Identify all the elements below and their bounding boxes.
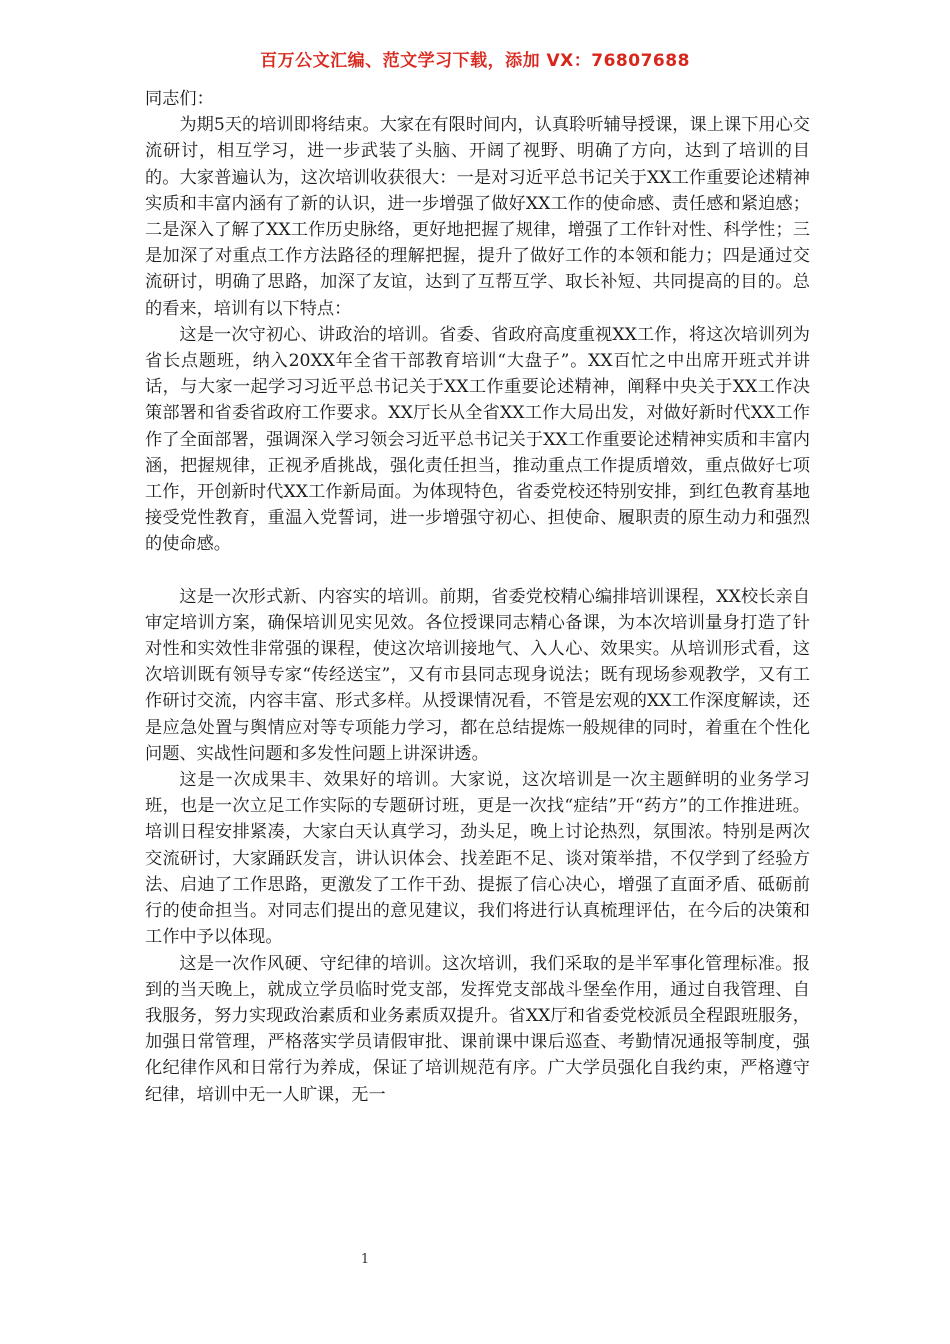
header-banner: 百万公文汇编、范文学习下载，添加 VX：76807688 (260, 51, 690, 71)
paragraph-feature-1: 这是一次守初心、讲政治的培训。省委、省政府高度重视XX工作，将这次培训列为省长点题班，纳入20XX年全省干部教育培训“大盘子”。XX百忙之中出席开班式并讲话，与大家一起学习习近平总书记关于XX工作重要论述精神，阐释中央关于XX工作决策部署和省委省政府工作要求。XX厅长从全省XX工作大局出发，对做好新时代XX工作作了全面部署，强调深入学习领会习近平总书记关于XX工作重要论述精神实质和丰富内涵，把握规律，正视矛盾挑战，强化责任担当，推动重点工作提质增效，重点做好七项工作，开创新时代XX工作新局面。为体现特色，省委党校还特别安排，到红色教育基地接受党性教育，重温入党誓词，进一步增强守初心、担使命、履职责的原生动力和强烈的使命感。 (145, 324, 810, 555)
paragraph-feature-2: 这是一次形式新、内容实的培训。前期，省委党校精心编排培训课程，XX校长亲自审定培训方案，确保培训见实见效。各位授课同志精心备课，为本次培训量身打造了针对性和实效性非常强的课程，使这次培训接地气、入人心、效果实。从培训形式看，这次培训既有领导专家“传经送宝”，又有市县同志现身说法；既有现场参观教学，又有工作研讨交流，内容丰富、形式多样。从授课情况看，不管是宏观的XX工作深度解读，还是应急处置与舆情应对等专项能力学习，都在总结提炼一般规律的同时，着重在个性化问题、实战性问题和多发性问题上讲深讲透。 (145, 586, 810, 764)
paragraph-feature-3: 这是一次成果丰、效果好的培训。大家说，这次培训是一次主题鲜明的业务学习班，也是一次立足工作实际的专题研讨班，更是一次找“症结”开“药方”的工作推进班。培训日程安排紧凑，大家白天认真学习，劲头足，晚上讨论热烈，氛围浓。特别是两次交流研讨，大家踊跃发言，讲认识体会、找差距不足、谈对策举措，不仅学到了经验方法、启迪了工作思路，更激发了工作干劲、提振了信心决心，增强了直面矛盾、砥砺前行的使命担当。对同志们提出的意见建议，我们将进行认真梳理评估，在今后的决策和工作中予以体现。 (145, 770, 810, 948)
salutation: 同志们： (145, 89, 214, 109)
page-number: 1 (360, 1252, 370, 1267)
document-body (145, 86, 810, 1108)
paragraph-feature-4: 这是一次作风硬、守纪律的培训。这次培训，我们采取的是半军事化管理标准。报到的当天晚上，就成立学员临时党支部，发挥党支部战斗堡垒作用，通过自我管理、自我服务，努力实现政治素质和业务素质双提升。省XX厅和省委党校派员全程跟班服务，加强日常管理，严格落实学员请假审批、课前课中课后巡查、考勤情况通报等制度，强化纪律作风和日常行为养成，保证了培训规范有序。广大学员强化自我约束，严格遵守纪律，培训中无一人旷课，无一 (145, 953, 810, 1105)
paragraph-intro: 为期5天的培训即将结束。大家在有限时间内，认真聆听辅导授课，课上课下用心交流研讨，相互学习，进一步武装了头脑、开阔了视野、明确了方向，达到了培训的目的。大家普遍认为，这次培训收获很大：一是对习近平总书记关于XX工作重要论述精神实质和丰富内涵有了新的认识，进一步增强了做好XX工作的使命感、责任感和紧迫感；二是深入了解了XX工作历史脉络，更好地把握了规律，增强了工作针对性、科学性；三是加深了对重点工作方法路径的理解把握，提升了做好工作的本领和能力；四是通过交流研讨，明确了思路，加深了友谊，达到了互帮互学、取长补短、共同提高的目的。总的看来，培训有以下特点： (145, 115, 810, 319)
